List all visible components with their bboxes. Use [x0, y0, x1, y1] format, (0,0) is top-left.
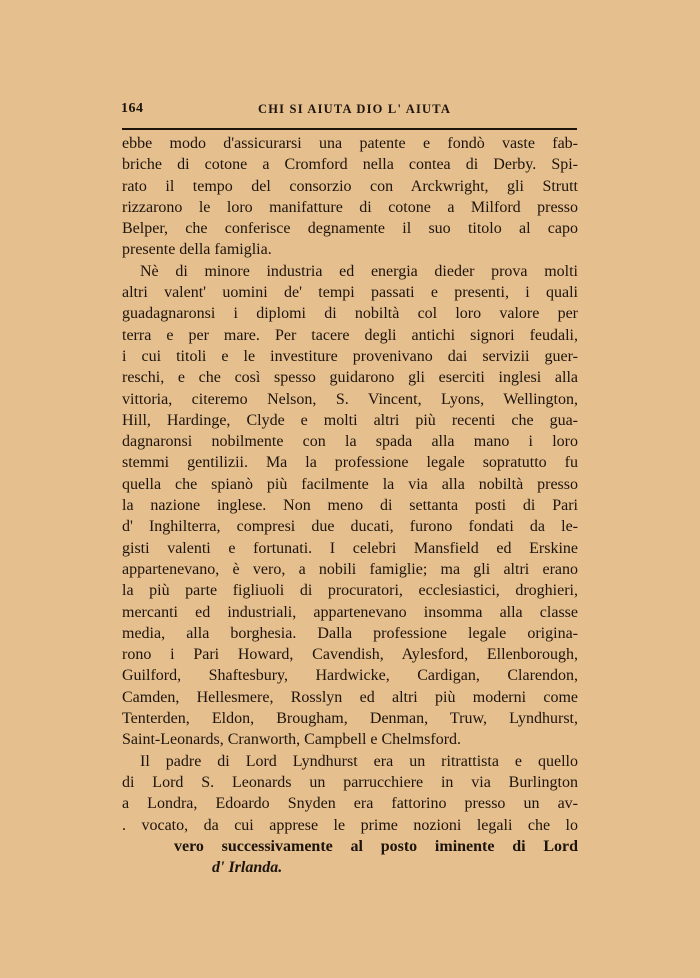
- text-line: rono i Pari Howard, Cavendish, Aylesford, Ellenborough,: [122, 646, 578, 664]
- text-line: appartenevano, è vero, a nobili famiglie; ma gli altri erano: [122, 560, 578, 578]
- text-line: . vocato, da cui apprese le prime nozioni legali che lo: [122, 816, 578, 834]
- text-line: media, alla borghesia. Dalla professione legale origina-: [122, 624, 578, 642]
- text-line: dagnaronsi nobilmente con la spada alla mano i loro: [122, 433, 578, 451]
- text-line: Nè di minore industria ed energia dieder prova molti: [140, 262, 578, 280]
- text-line: di Lord S. Leonards un parrucchiere in via Burlington: [122, 773, 578, 791]
- text-line: altri valent' uomini de' tempi passati e presenti, i quali: [122, 284, 578, 302]
- text-line: i cui titoli e le investiture provenivano dai servizii guer-: [122, 347, 578, 365]
- text-line: quella che spianò più facilmente la via alla nobiltà presso: [122, 475, 578, 493]
- text-line: Il padre di Lord Lyndhurst era un ritrattista e quello: [140, 752, 578, 770]
- text-line: ebbe modo d'assicurarsi una patente e fondò vaste fab-: [122, 135, 578, 152]
- text-line: la più parte figliuoli di procuratori, ecclesiastici, droghieri,: [122, 582, 578, 600]
- text-line: gisti valenti e fortunati. I celebri Mansfield ed Erskine: [122, 539, 578, 557]
- text-line: reschi, e che così spesso guidarono gli eserciti inglesi alla: [122, 369, 578, 387]
- text-line: d' Inghilterra, compresi due ducati, furono fondati da le-: [122, 518, 578, 536]
- text-line: briche di cotone a Cromford nella contea di Derby. Spi-: [122, 156, 578, 174]
- text-line: Guilford, Shaftesbury, Hardwicke, Cardigan, Clarendon,: [122, 667, 578, 685]
- page-number: 164: [121, 101, 144, 116]
- text-line: vero successivamente al posto iminente di Lord: [174, 837, 578, 855]
- text-line: Camden, Hellesmere, Rosslyn ed altri più moderni come: [122, 688, 578, 706]
- text-line: d' Irlanda.: [212, 859, 283, 877]
- text-line: presente della famiglia.: [122, 241, 272, 259]
- text-line: mercanti ed industriali, appartenevano insomma alla classe: [122, 603, 578, 621]
- text-line: la nazione inglese. Non meno di settanta posti di Pari: [122, 497, 578, 515]
- text-line: guadagnaronsi i diplomi di nobiltà col loro valore per: [122, 305, 578, 323]
- body-text: [122, 133, 578, 878]
- text-line: rizzarono le loro manifatture di cotone a Milford presso: [122, 198, 578, 216]
- text-line: Saint-Leonards, Cranworth, Campbell e Chelmsford.: [122, 731, 462, 749]
- running-head: CHI SI AIUTA DIO L' AIUTA: [258, 102, 452, 116]
- text-line: vittoria, citeremo Nelson, S. Vincent, Lyons, Wellington,: [122, 390, 578, 408]
- text-line: Hill, Hardinge, Clyde e molti altri più recenti che gua-: [122, 411, 578, 429]
- text-line: a Londra, Edoardo Snyden era fattorino presso un av-: [122, 795, 578, 813]
- header-rule: [122, 128, 577, 130]
- text-line: stemmi gentilizii. Ma la professione legale sopratutto fu: [122, 454, 578, 472]
- text-line: terra e per mare. Per tacere degli antichi signori feudali,: [122, 326, 578, 344]
- text-line: rato il tempo del consorzio con Arckwright, gli Strutt: [122, 177, 578, 195]
- text-line: Tenterden, Eldon, Brougham, Denman, Truw, Lyndhurst,: [122, 710, 578, 728]
- text-line: Belper, che conferisce degnamente il suo titolo al capo: [122, 220, 578, 238]
